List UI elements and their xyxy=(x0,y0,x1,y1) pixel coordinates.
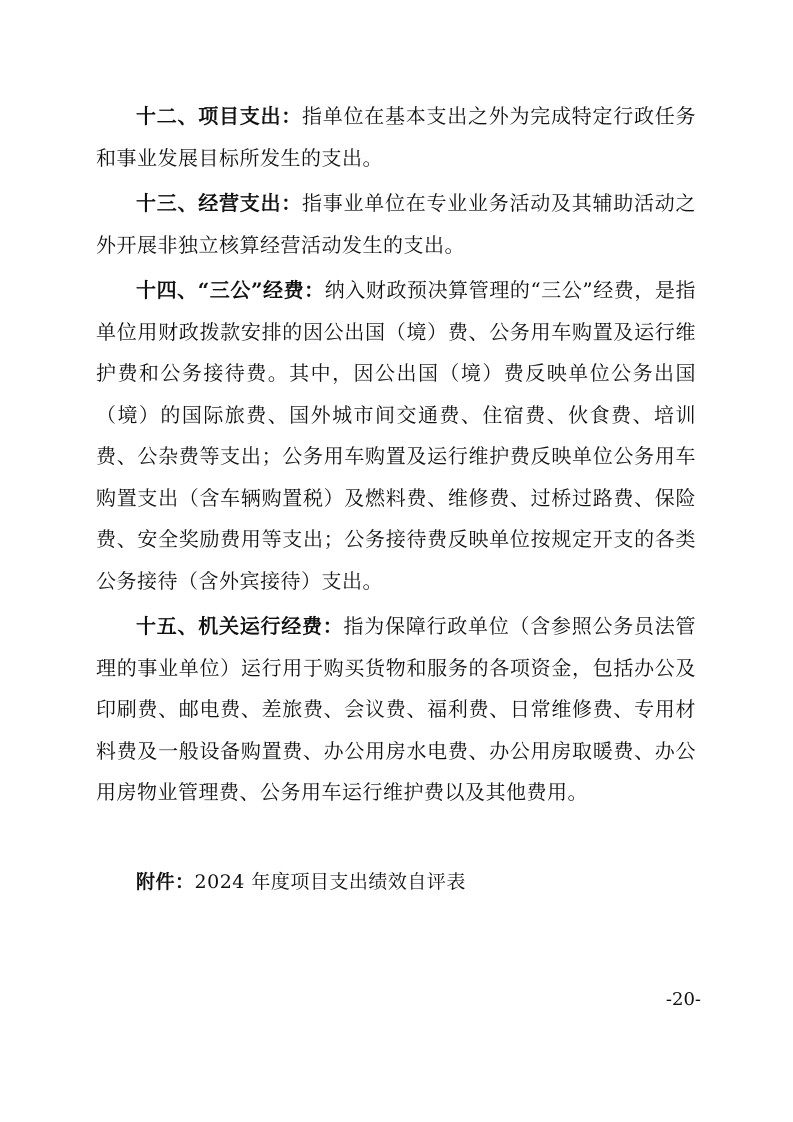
term-project-expenditure: 十二、项目支出： xyxy=(136,104,302,128)
term-three-public-funds: 十四、“三公”经费： xyxy=(136,278,325,302)
attachment-line xyxy=(136,862,466,902)
paragraph-agency-operating-funds xyxy=(96,606,696,814)
document-body xyxy=(96,96,696,818)
paragraph-project-expenditure xyxy=(96,96,696,179)
definition-agency-operating-funds: 指为保障行政单位（含参照公务员法管理的事业单位）运行用于购买货物和服务的各项资金，包括办公及印刷费、邮电费、差旅费、会议费、福利费、日常维修费、专用材料费及一般设备购置费、办公用房水电费、办公用房取暖费、办公用房物业管理费、公务用车运行维护费以及其他费用。 xyxy=(96,614,696,804)
term-operating-expenditure: 十三、经营支出： xyxy=(136,191,302,215)
attachment-label: 附件： xyxy=(136,871,195,893)
definition-project-expenditure: 指单位在基本支出之外为完成特定行政任务和事业发展目标所发生的支出。 xyxy=(96,104,696,170)
definition-operating-expenditure: 指事业单位在专业业务活动及其辅助活动之外开展非独立核算经营活动发生的支出。 xyxy=(96,191,696,257)
definition-three-public-funds: 纳入财政预决算管理的“三公”经费，是指单位用财政拨款安排的因公出国（境）费、公务用车购置及运行维护费和公务接待费。其中，因公出国（境）费反映单位公务出国（境）的国际旅费、国外城市间交通费、住宿费、伙食费、培训费、公杂费等支出；公务用车购置及运行维护费反映单位公务用车购置支出（含车辆购置税）及燃料费、维修费、过桥过路费、保险费、安全奖励费用等支出；公务接待费反映单位按规定开支的各类公务接待（含外宾接待）支出。 xyxy=(96,278,696,593)
page-number: -20- xyxy=(665,989,701,1010)
paragraph-operating-expenditure xyxy=(96,183,696,266)
attachment-title: 2024 年度项目支出绩效自评表 xyxy=(194,871,466,893)
paragraph-three-public-funds xyxy=(96,270,696,602)
term-agency-operating-funds: 十五、机关运行经费： xyxy=(136,614,344,638)
